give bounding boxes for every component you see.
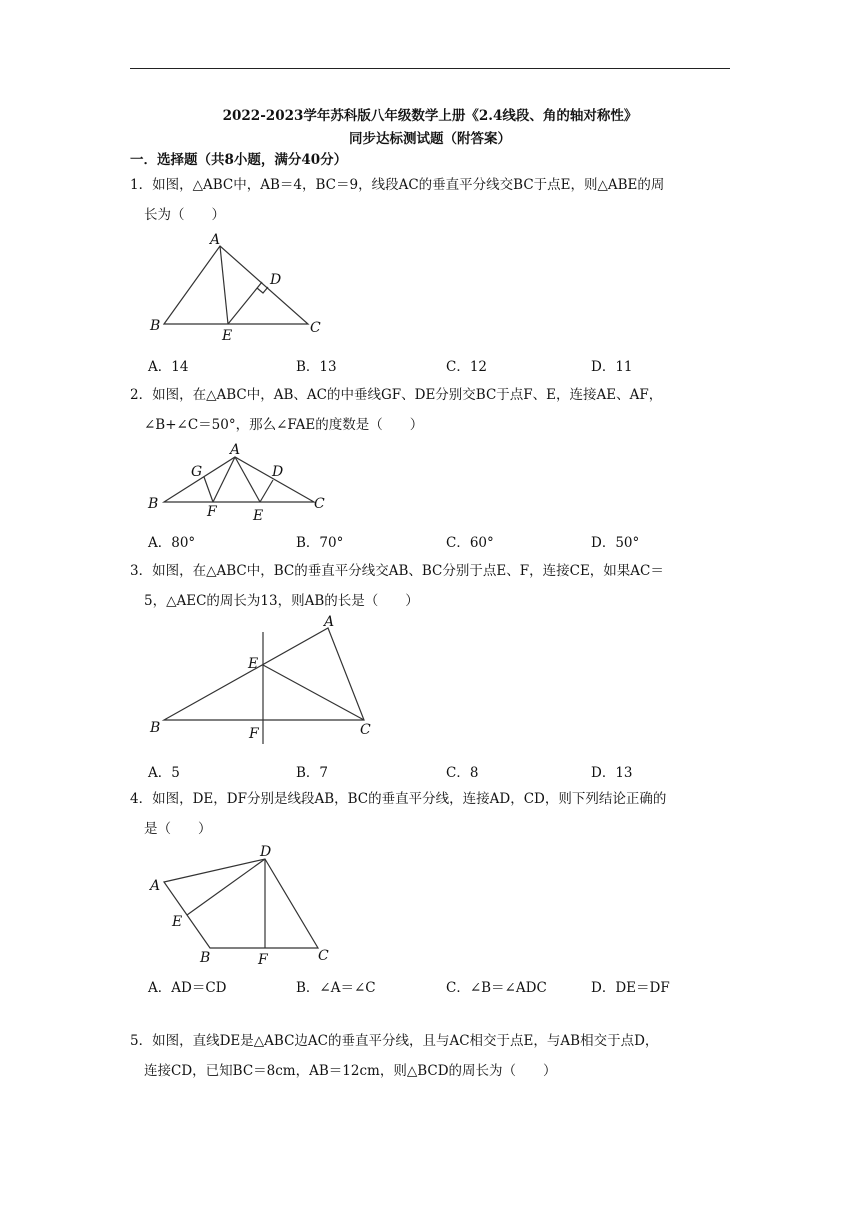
triangle-abc — [164, 246, 308, 324]
label-c: C — [310, 320, 321, 336]
question-2-options — [148, 531, 748, 551]
label-b: B — [148, 496, 159, 512]
label-c: C — [318, 948, 329, 964]
option-c[interactable]: C．∠B＝∠ADC — [446, 980, 547, 996]
triangle-abc — [164, 628, 364, 720]
question-1-line2: 长为（ ） — [144, 207, 225, 223]
question-5-line1: 5．如图，直线DE是△ABC边AC的垂直平分线，且与AC相交于点E，与AB相交于点D， — [130, 1033, 659, 1049]
option-b[interactable]: B．∠A＝∠C — [296, 980, 376, 996]
document-title-line2: 同步达标测试题（附答案） — [349, 131, 511, 147]
segment-gf — [204, 477, 213, 502]
label-c: C — [360, 722, 371, 738]
document-title-line1: 2022-2023学年苏科版八年级数学上册《2.4线段、角的轴对称性》 — [222, 108, 638, 124]
label-e: E — [253, 508, 264, 524]
option-d[interactable]: D．DE＝DF — [591, 980, 670, 996]
option-d[interactable]: D．11 — [591, 359, 633, 375]
option-c[interactable]: C．60° — [446, 535, 494, 551]
right-angle-mark — [257, 287, 268, 293]
option-d[interactable]: D．50° — [591, 535, 640, 551]
option-a[interactable]: A．80° — [148, 535, 196, 551]
option-a[interactable]: A．AD＝CD — [148, 980, 227, 996]
question-3-options — [148, 761, 748, 781]
option-b[interactable]: B．7 — [296, 765, 329, 781]
question-3 — [130, 556, 730, 616]
question-2-line2: ∠B+∠C＝50°，那么∠FAE的度数是（ ） — [144, 417, 424, 433]
figure-3 — [148, 612, 388, 748]
label-b: B — [200, 950, 211, 966]
option-c[interactable]: C．8 — [446, 765, 479, 781]
quadrilateral-adcb — [164, 859, 318, 948]
option-a[interactable]: A．5 — [148, 765, 180, 781]
option-a[interactable]: A．14 — [148, 359, 189, 375]
question-2-line1: 2．如图，在△ABC中，AB、AC的中垂线GF、DE分别交BC于点F、E，连接AE、AF， — [130, 387, 663, 403]
option-b[interactable]: B．70° — [296, 535, 344, 551]
segment-de — [260, 480, 273, 502]
figure-1 — [150, 232, 340, 344]
section-heading: 一．选择题（共8小题，满分40分） — [130, 152, 348, 168]
option-c[interactable]: C．12 — [446, 359, 488, 375]
label-d: D — [270, 272, 282, 288]
label-b: B — [150, 720, 161, 736]
question-5 — [130, 1026, 730, 1086]
label-f: F — [207, 504, 217, 520]
label-b: B — [150, 318, 161, 334]
header-rule — [130, 68, 730, 69]
label-d: D — [272, 464, 284, 480]
label-e: E — [172, 914, 183, 930]
label-g: G — [191, 464, 203, 480]
label-a: A — [324, 614, 335, 630]
label-f: F — [258, 952, 268, 968]
option-b[interactable]: B．13 — [296, 359, 337, 375]
label-e: E — [222, 328, 233, 344]
question-4 — [130, 784, 730, 844]
question-4-line2: 是（ ） — [144, 821, 212, 837]
question-1 — [130, 170, 730, 230]
question-2 — [130, 380, 730, 440]
label-d: D — [260, 844, 272, 860]
label-a: A — [150, 878, 161, 894]
label-e: E — [248, 656, 259, 672]
question-5-line2: 连接CD，已知BC＝8cm，AB＝12cm，则△BCD的周长为（ ） — [144, 1063, 557, 1079]
label-a: A — [210, 232, 221, 248]
question-1-line1: 1．如图，△ABC中，AB＝4，BC＝9，线段AC的垂直平分线交BC于点E，则△ABE的周 — [130, 177, 665, 193]
question-1-options — [148, 355, 748, 375]
segment-ae — [220, 246, 228, 324]
question-3-line1: 3．如图，在△ABC中，BC的垂直平分线交AB、BC分别于点E、F，连接CE，如果AC＝ — [130, 563, 664, 579]
question-4-line1: 4．如图，DE，DF分别是线段AB，BC的垂直平分线，连接AD，CD，则下列结论正确的 — [130, 791, 667, 807]
question-3-line2: 5，△AEC的周长为13，则AB的长是（ ） — [144, 593, 419, 609]
label-f: F — [249, 726, 259, 742]
segment-ec — [263, 665, 364, 720]
figure-4 — [148, 842, 348, 972]
option-d[interactable]: D．13 — [591, 765, 633, 781]
question-4-options — [148, 976, 748, 996]
label-a: A — [230, 442, 241, 458]
label-c: C — [314, 496, 325, 512]
figure-2 — [148, 440, 338, 522]
